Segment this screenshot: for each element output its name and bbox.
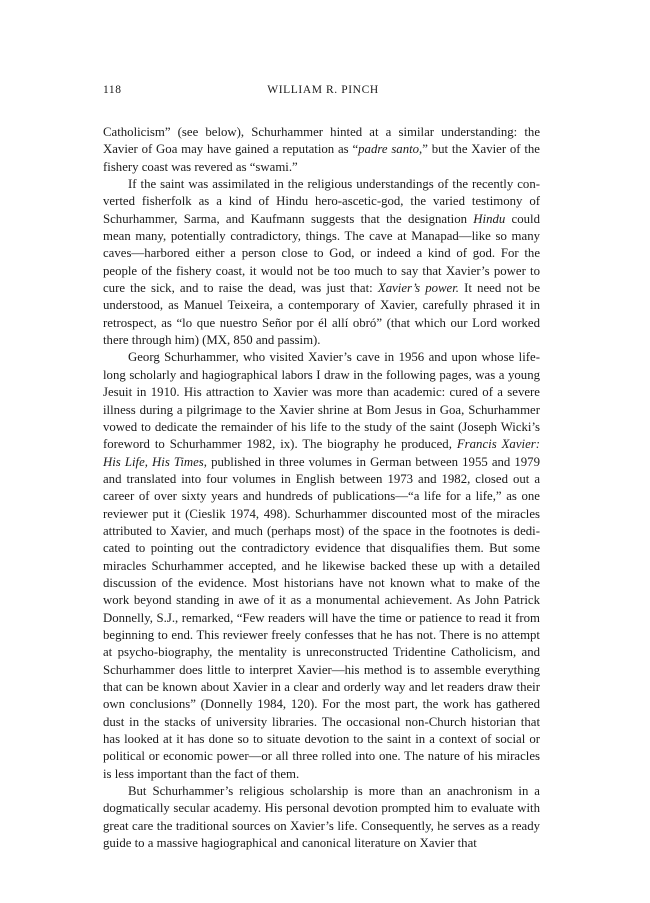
text-run: Catholicism” (see below), Schurhammer hinted at a similar understanding: the Xavier of Goa may have gained a reputation as “ bbox=[103, 125, 540, 157]
italic-run: Francis Xavier: His Life, His Times bbox=[103, 437, 540, 469]
text-run: ,” but the Xavier of the fishery coast was revered as “swami.” bbox=[103, 142, 540, 174]
paragraph-1 bbox=[103, 124, 540, 176]
page-number: 118 bbox=[103, 84, 122, 96]
text-run: , published in three volumes in German between 1955 and 1979 and translated into four volumes in English between 1973 and 1982, closed out a career of over sixty years and hundreds of publications—“a life for a life,” as one reviewer put it (Cieslik 1974, 498). Schurhammer discounted most of the miracles attributed to Xavier, and much (perhaps most) of the space in the footnotes is dedicated to pointing out the contradictory evidence that disqualifies them. But some miracles Schurhammer accepted, and he likewise backed these up with a detailed discussion of the evidence. Most historians have not known what to make of the work beyond standing in awe of it as a monumental achievement. As John Patrick Donnelly, S.J., remarked, “Few readers will have the time or patience to read it from beginning to end. This reviewer freely confesses that he has not. There is no attempt at psycho-biography, the mentality is unreconstructed Tridentine Catholicism, and Schurhammer does little to interpret Xavier—his method is to assemble everything that can be known about Xavier in a clear and orderly way and let readers draw their own conclusions” (Donnelly 1984, 120). For the most part, the work has gathered dust in the stacks of university libraries. The occasional non-Church historian that has looked at it has done so to situate devotion to the saint in a context of social or political or economic power—or all three rolled into one. The nature of his miracles is less important than the fact of them. bbox=[103, 454, 540, 781]
paragraph-2 bbox=[103, 176, 540, 349]
body-text bbox=[103, 124, 540, 852]
text-run: could mean many, potentially contradictory, things. The cave at Manapad—like so many caves—harbored either a person close to God, or indeed a kind of god. For the people of the fishery coast, it would not be too much to say that Xavier’s power to cure the sick, and to raise the dead, was just that: bbox=[103, 211, 540, 296]
text-run: If the saint was assimilated in the religious understandings of the recently converted fisherfolk as a kind of Hindu hero-ascetic-god, the varied testimony of Schurhammer, Sarma, and Kaufmann suggests that the designation bbox=[103, 177, 540, 226]
paragraph-4 bbox=[103, 783, 540, 852]
running-head bbox=[103, 84, 543, 100]
text-run: Georg Schurhammer, who visited Xavier’s cave in 1956 and upon whose lifelong scholarly and hagiographical labors I draw in the following pages, was a young Jesuit in 1910. His attraction to Xavier was more than academic: cured of a severe illness during a pilgrimage to the Xavier shrine at Bom Jesus in Goa, Schurhammer vowed to dedicate the remainder of his life to the study of the saint (Joseph Wicki’s foreword to Schurhammer 1982, ix). The biography he produced, bbox=[103, 350, 540, 452]
italic-run: Xavier’s power. bbox=[377, 281, 459, 296]
italic-run: padre santo bbox=[358, 142, 420, 157]
text-run: It need not be understood, as Manuel Teixeira, a contemporary of Xavier, carefully phrased it in retrospect, as “lo que nuestro Señor por él allí obró” (that which our Lord worked there through him) (MX, 850 and passim). bbox=[103, 281, 541, 348]
text-run: But Schurhammer’s religious scholarship is more than an anachronism in a dogmatically secular academy. His personal devotion prompted him to evaluate with great care the traditional sources on Xavier’s life. Consequently, he serves as a ready guide to a massive hagiographical and canonical literature on Xavier that bbox=[103, 784, 540, 851]
paragraph-3 bbox=[103, 349, 540, 783]
italic-run: Hindu bbox=[473, 211, 506, 226]
running-head-author: WILLIAM R. PINCH bbox=[267, 84, 379, 96]
